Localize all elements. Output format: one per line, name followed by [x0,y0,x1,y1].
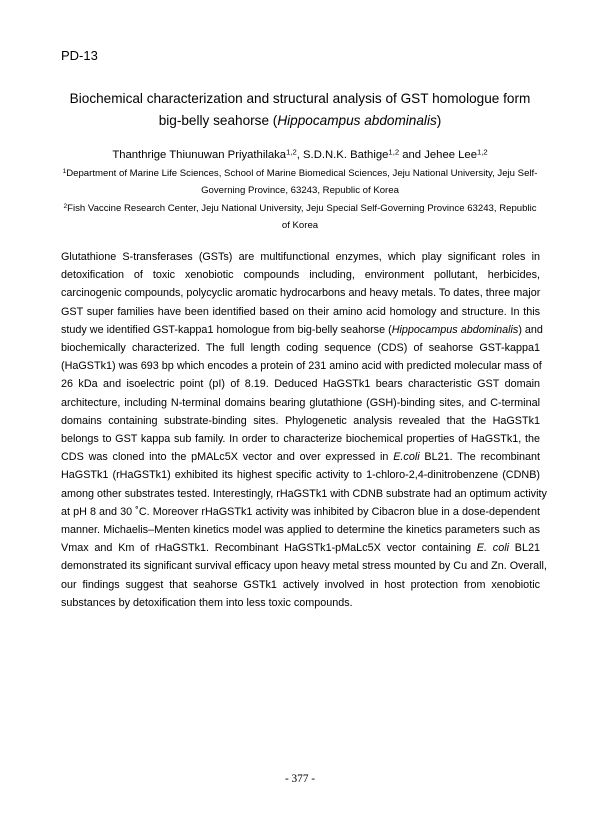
abstract-text: Glutathione S-transferases (GSTs) are multifunctional enzymes, which play significant roles in [61,251,540,263]
abstract-line [61,485,547,503]
abstract-text: manner. Michaelis–Menten kinetics model was applied to determine the kinetics parameters such as [61,524,540,537]
abstract-line [61,266,540,284]
abstract-line [61,412,540,430]
italic-term: Hippocampus abdominalis [391,323,519,336]
abstract-line [61,284,540,302]
abstract-line [61,503,540,521]
paper-title [60,88,540,132]
abstract-text: our findings suggest that seahorse GSTk1 actively involved in host protection from xenobiotic [61,578,540,591]
author-list [60,146,540,164]
abstract-body [61,248,547,612]
abstract-line [61,394,540,412]
abstract-line [61,357,540,375]
abstract-text: carcinogenic compounds, polycyclic aromatic hydrocarbons and heavy metals. To dates, three major [61,287,541,300]
abstract-text: belongs to GST kappa sub family. In order to characterize biochemical properties of HaGSTk1, the [61,433,540,446]
abstract-text: CDS was cloned into the pMALc5X vector and over expressed in [61,451,394,464]
title-species: Hippocampus abdominalis [277,113,437,128]
abstract-text: 26 kDa and isoelectric point (pI) of 8.19. Deduced HaGSTk1 bears characteristic GST domain [61,378,540,391]
abstract-line [61,466,540,484]
affiliation [60,200,540,234]
abstract-text: domains containing substrate-binding sites. Phylogenetic analysis revealed that the HaGSTk1 [61,414,540,427]
abstract-line [61,594,540,612]
abstract-line [61,430,540,448]
abstract-text: among other substrates tested. Interestingly, rHaGSTk1 with CDNB substrate had an optimum activity [61,487,547,500]
abstract-text: demonstrated its significant survival efficacy upon heavy metal stress mounted by Cu and Zn. Overall, [61,560,547,573]
italic-term: E. coli [476,542,509,555]
affiliation-text: Department of Marine Life Sciences, School of Marine Biomedical Sciences, Jeju National University, Jeju Self-Governing Province, 63243, Republic of Korea [66,168,538,196]
abstract-line [61,321,543,339]
abstract-line [61,303,540,321]
abstract-text: Vmax and Km of rHaGSTk1. Recombinant HaGSTk1-pMaLc5X vector containing [61,542,477,555]
abstract-line [61,521,540,539]
abstract-text: BL21 [509,542,541,555]
abstract-line [61,557,547,575]
abstract-text: at pH 8 and 30 ˚C. Moreover rHaGSTk1 activity was inhibited by Cibacron blue in a dose-dependent [61,505,540,518]
abstract-line [61,576,540,594]
title-main: Biochemical characterization and structural analysis of GST homologue form big-belly seahorse ( [69,91,531,128]
abstract-text: architecture, including N-terminal domains bearing glutathione (GSH)-binding sites, and C-terminal [61,396,540,409]
abstract-text: BL21. The recombinant [419,451,540,464]
italic-term: E.coli [393,451,420,464]
abstract-text: ) and [518,323,543,336]
abstract-text: substances by detoxification them into less toxic compounds. [61,596,353,609]
abstract-line [61,339,540,357]
abstract-text: biochemically characterized. The full length coding sequence (CDS) of seahorse GST-kappa1 [61,342,540,355]
abstract-line [61,375,540,393]
abstract-text: HaGSTk1 (rHaGSTk1) exhibited its highest specific activity to 1-chloro-2,4-dinitrobenzene (CDNB) [61,469,540,482]
affiliation [60,165,540,199]
affiliation-mark: 1 [62,168,67,176]
author: Thanthrige Thiunuwan Priyathilaka$^{1,2}$, [112,147,304,161]
author: Jehee Lee$^{1,2}$ [424,147,488,161]
abstract-line [61,248,540,266]
abstract-line [61,448,540,466]
page-number: - 377 - [284,773,316,785]
abstract-text: GST super families have been identified based on their amino acid homology and structure. In this [61,305,540,318]
affiliation-text: Fish Vaccine Research Center, Jeju National University, Jeju Special Self-Governing Province 63243, Republic of Korea [67,203,537,231]
abstract-text: (HaGSTk1) was 693 bp which encodes a protein of 231 amino acid with predicted molecular mass of [61,360,542,373]
abstract-text: study we identified GST-kappa1 homologue from big-belly seahorse ( [61,323,392,336]
abstract-line [61,539,540,557]
author: S.D.N.K. Bathige$^{1,2}$ and [303,147,425,161]
session-code: PD-13 [61,48,98,63]
affiliation-mark: 2 [63,203,68,211]
title-close: ) [436,113,442,128]
abstract-text: detoxification of toxic xenobiotic compounds including, environment pollutant, herbicides, [61,269,540,282]
